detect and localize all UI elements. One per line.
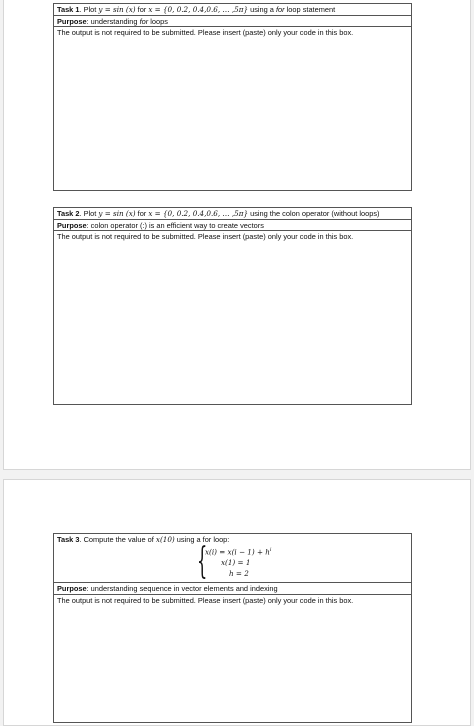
task3-code-area[interactable]: [54, 604, 411, 722]
task3-purpose-label: Purpose: [57, 584, 87, 593]
task3-heading: [54, 534, 411, 583]
task1-label: Task 1: [57, 5, 80, 14]
task2-note: The output is not required to be submitted. Please insert (paste) only your code in this box.: [57, 232, 354, 241]
task3-label: Task 3: [57, 535, 80, 544]
task3-eq1-sup: i: [269, 546, 272, 553]
task3-question: [57, 535, 408, 545]
task2-purpose: [54, 220, 411, 232]
task2-function: y = sin (x): [98, 209, 136, 218]
task1-purpose: [54, 16, 411, 28]
task1-set: x = {0, 0.2, 0.4,0.6, … ,5π}: [148, 5, 249, 14]
task1-purpose-pre: : understanding: [86, 16, 140, 26]
task1-function: y = sin (x): [98, 5, 136, 14]
task1-using-pre: using a: [248, 5, 276, 14]
task2-purpose-label: Purpose: [57, 220, 87, 230]
task1-purpose-label: Purpose: [57, 16, 87, 26]
task2-using-text: using the colon operator (without loops): [248, 209, 380, 218]
task3-eq3: h = 2: [229, 568, 249, 578]
task2-heading: [54, 208, 411, 220]
left-brace-icon: {: [197, 540, 208, 582]
task3-text-post: using a for loop:: [174, 535, 230, 544]
task1-purpose-for: for: [139, 16, 149, 26]
task2-box: [53, 207, 412, 405]
task3-equation-system: [197, 540, 317, 582]
task1-box: [53, 3, 412, 191]
task1-for-word: for: [135, 5, 149, 14]
task2-label: Task 2: [57, 209, 80, 218]
task2-set: x = {0, 0.2, 0.4,0.6, … ,5π}: [148, 209, 249, 218]
task2-for-word: for: [135, 209, 149, 218]
task3-purpose-text: : understanding sequence in vector elements and indexing: [86, 584, 278, 593]
task3-purpose: [54, 583, 411, 595]
task3-eq1: [205, 546, 272, 557]
task3-eq1-text: x(i) = x(i − 1) + h: [205, 546, 270, 556]
task3-box: [53, 533, 412, 723]
task3-text-pre: . Compute the value of: [79, 535, 156, 544]
task1-using-post: loop statement: [284, 5, 336, 14]
task3-eq2: x(1) = 1: [221, 557, 251, 567]
task1-purpose-post: loops: [148, 16, 168, 26]
task3-note: The output is not required to be submitted. Please insert (paste) only your code in this box.: [57, 595, 354, 605]
task2-purpose-text: : colon operator (:) is an efficient way to create vectors: [86, 220, 264, 230]
task2-code-area[interactable]: [54, 239, 411, 404]
task2-plot-word: . Plot: [79, 209, 99, 218]
task1-code-area[interactable]: [54, 35, 411, 190]
task1-heading: [54, 4, 411, 16]
task1-using-for: for: [275, 5, 285, 14]
task1-plot-word: . Plot: [79, 5, 99, 14]
task1-note: The output is not required to be submitted. Please insert (paste) only your code in this box.: [57, 28, 354, 37]
task3-expr: x(10): [155, 535, 175, 544]
